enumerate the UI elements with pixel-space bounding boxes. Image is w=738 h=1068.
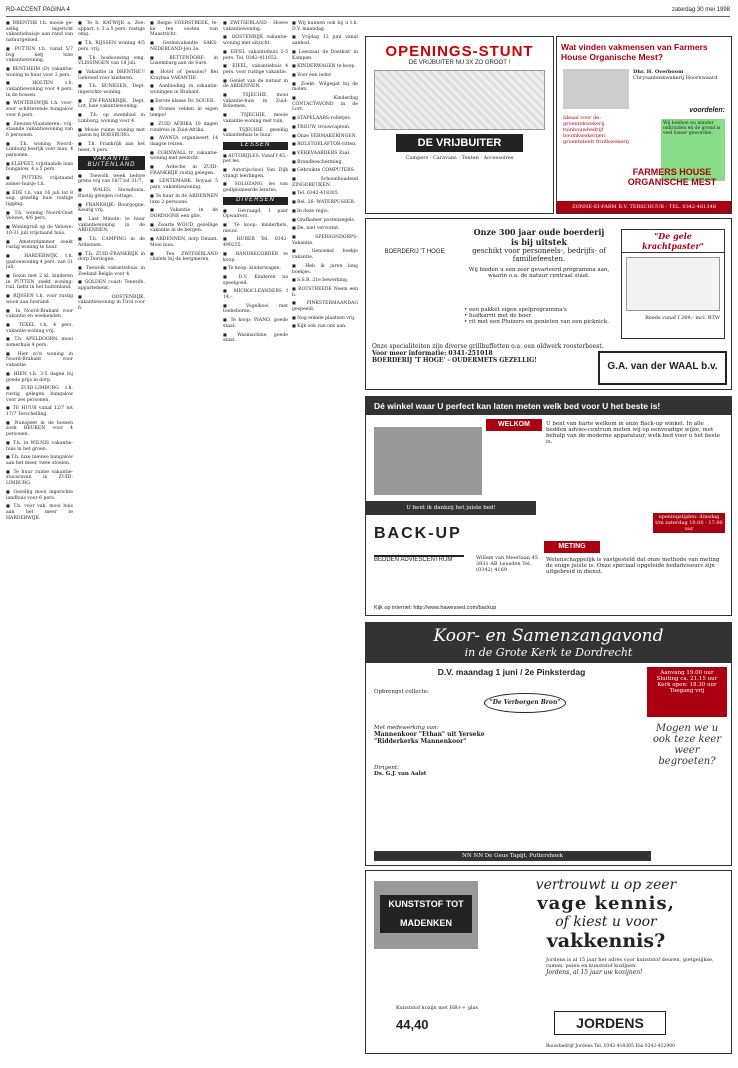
time-box: Aanvang 19.00 uur Sluiting ca. 21.15 uur Kerk open: 18.30 uur Toegang vrij [647,667,727,717]
person-caption [633,69,725,81]
quote-box: Wij hebben nu minder onkruiden en de grond is veel losser geworden. [661,119,725,181]
meting-text: Wetenschappelijk is vastgesteld dat onze methode van meting de enige juiste is. Onze speciaal opgeleide bedadviseurs zijn uitgebreid in dienst. [546,557,720,575]
classified-ad: ■ Te huur ruime vakantie-stacaravan in ZUID-LIMBURG. [6,469,73,487]
ad-headline: OPENINGS-STUNT [385,43,534,60]
classified-ad: ■ TSJECHIE, mooie vakantie-woning met tuin. [223,112,288,124]
koor-date: D.V. maandag 1 juni / 2e Pinksterdag [437,667,586,677]
slogan-bar: U bent ik dankzij het juiste bed! [366,501,536,515]
classified-ad: ■ Onze VERMAKERINGEN. [292,133,358,140]
classified-ad: ■ Woningruil op de Veluwe: 10-31 juli vrijstaand huis. [6,224,73,236]
classified-ad: ■ Heb ik jaren lang boekjes. [292,263,358,275]
classified-ad: ■ ELSPEET, vrijstaande luxe bungalow, 4 a 5 pers. [6,161,73,173]
classified-ad: ■ GOLDEN coast: Tenerife, appartement. [78,279,145,291]
medewerking-label: Met medewerking van: [374,725,439,731]
classified-ad: ■ ROLSTOELAFTOR-ritten. [292,141,358,148]
person-photo [563,69,629,109]
store-address: Willem van Meerlaan 45 3831 AB Leusden Tel. (0342) 4169 [476,555,538,573]
classified-ad: ■ BETTENDORF: in Luxemburg aan de Sure. [150,55,218,67]
classified-ad: ■ Te h. KATWIJK a. Zee: appart. v. 3 a 5 pers. rustige omg. [78,20,145,38]
classified-ad: ■ T.h. in WILNIS vakantie-huis in het groen. [6,440,73,452]
classified-ad: ■ WINTERSWIJK t.h. voor-zoor schitterende bungalow voor 6 pers. [6,100,73,118]
classified-ad: ■ Gezellig mooi ingerichte landhuis voor 6 pers. [6,489,73,501]
classified-ad: ■ ROTSTREEDE Neem een b. [292,286,358,298]
classified-ad: ■ Mooie ruime woning met gazon bij DOESBURG. [78,127,145,139]
backup-headline: Dé winkel waar U perfect kan laten meten welk bed voor U het beste is! [366,397,731,415]
classified-ad: ■ ARDENNEN, dorp Dinant. Mooi huis. [150,236,218,248]
section-heading: VAKANTIE BUITENLAND [78,156,145,169]
jordens-footer: Bouwbedrijf Jordens Tel. 0342-418305 Fax 0342-412900 [546,1044,675,1049]
classified-ad: ■ HOLTEN t.h. vakantiewoning voor 4 pers. in de bossen. [6,80,73,98]
classified-ad: ■ Voor een ieder. [292,72,358,79]
classified-ad: ■ In Noord-Brabant voor vakantie en weekenden. [6,308,73,320]
classified-ad: ■ TE HUUR vanaf 12/7 tot 17/7 Terschelling. [6,405,73,417]
classified-ad: ■ PUTTEN t.h. vanaf 5/7 bvg netj luxe vakantiewoning. [6,46,73,64]
classified-ad: ■ T.h. bosbouwing omg. VLISSINGEN van 18 juli. [78,55,145,67]
classified-ad: ■ T.h. APELDOORN: mooi zomerhuis 4 pers. [6,336,73,348]
classified-ad: ■ TROUW, trouwcaptein. [292,124,358,131]
classified-ad: ■ Te koop: PIANO, goede staat. [223,317,288,329]
choir-2: "Ridderkerks Mannenkoor" [374,738,467,745]
classified-ad: ■ VERKVAARDERS Zaal. [292,150,358,157]
classified-ad: ■ TSJECHIE gezellig vakantiehuis te huur. [223,127,288,139]
classified-ad: ■ Gebruikte COMPUTERS. [292,167,358,174]
jordens-body [546,957,724,976]
ad-footer: Campers · Caravans · Tenten · Accessoires [405,155,514,161]
classified-ad: ■ Gezin met 2 kl. kinderen in PUTTEN zoekt woning-ruil, liefst in het buitenland. [6,273,73,291]
classified-ad: ■ Wij kunnen ook bij u t.h. D.V. maandag. [292,20,358,32]
vrijbuiter-ad [365,36,554,214]
classified-ad: ■ Ardeche in ZUID-FRANKRIJK rustig gelegen. [150,164,218,176]
classified-ad: ■ Genoemd boekje vakantie. [292,248,358,260]
classified-ad: ■ ZUID-LIMBURG t.h. rustig gelegen bungalow voor zes personen. [6,385,73,403]
offer-text: Wij bieden u een zeer gevarieerd programma aan, waarin o.a. de natuur centraal staat. [468,267,610,279]
classified-ad: ■ ZUID AFRIKA 10 dagen rondreis in Zuid-Afrika. [150,121,218,133]
classified-ad: ■ Franse velden in eigen tempo! [150,106,218,118]
classified-ad: ■ Autorijschool Van Dijk vraagt leerlingen. [223,167,288,179]
dirigent-name: Ds. G.J. van Aalst [374,771,427,777]
classified-ad: ■ EDE t.h. van 16 juli tot 8 aug. gezellig huis rustige ligging. [6,190,73,208]
classified-ad: ■ CORNWALL tr. vakantie-woning met zeezicht. [150,150,218,162]
section-heading: DIVERSEN [223,197,288,205]
classifieds-column-1 [6,20,73,1044]
classified-ad: ■ LENTEMARK. Royaal 5 pers. vakantiewoning. [150,178,218,190]
classified-ad: ■ Tsewolk vakantiehuis in Zeeland Belgie voor 4. [78,265,145,277]
headline-1: vertrouwt u op zeer [535,877,677,893]
classified-ad: ■ Zeeuws-Vlaanderen: vrij-staande vakantiewoning van 6 personen. [6,121,73,139]
classified-ad: ■ Leeszaal 'de Doetkist' in Kampen. [292,49,358,61]
classified-ad: ■ T.h. woning Noord-Oost Veluwe, 4/6 pers. [6,210,73,222]
welkom-label: WELKOM [486,419,542,431]
classified-ad: ■ Aanbieding in vakantie-woningen in Brabant. [150,83,218,95]
classified-ad: ■ Schoonhoudend ZINGDREUKEN. [292,176,358,188]
classified-ad: ■ Gezinsvakantie SAKS-NEDERLAND-Jou 2e. [150,40,218,52]
classified-ad: ■ ZW-FRANKRIJK, Dept. Lot, luxe vakantiewoning. [78,98,145,110]
jordens-logo: JORDENS [554,1011,666,1035]
boerderij-logo: BOERDERIJ 'T HOGE [384,249,445,255]
list-item: • rit met een Pluizers en genieten van een picknick. [464,319,614,325]
classified-ad: ■ PINKSTERMAANDAG gespeeld. [292,300,358,312]
farmers-house-ad [556,36,732,214]
person-name: Dhr. H. Overboom [633,69,684,75]
classified-ad: ■ Geniet van de natuur in de ARDENNEN. [223,78,288,90]
vrijbuiter-logo: DE VRIJBUITER [396,134,523,152]
classified-ad: ■ BANDRECORDER te koop. [223,251,288,263]
ad-subline: DE VRIJBUITER NU 3X ZO GROOT ! [408,60,511,66]
intro-line-1: Onze 300 jaar oude boerderij [473,227,605,237]
bottom-line-2: Voor meer informatie: 0341-251018 [372,350,493,357]
classified-ad: ■ Hier zo'n woning in Noord-Brabant voor vakantie. [6,351,73,369]
headline-4: vakkennis? [546,930,666,952]
classifieds-column-3 [150,20,218,1044]
classified-ad: ■ SOLOZANG, les van gediplomeerde lerares. [223,181,288,193]
product-photo [626,257,720,311]
koor-location: in de Grote Kerk te Dordrecht [366,646,731,663]
boerderij-ad [365,218,732,390]
meting-label: METING [544,541,600,553]
classified-ad: ■ T.h. voor vak. mooi huis aan het meer te HARDERWIJK. [6,503,73,521]
classified-ad: ■ Te koop: kinderfiets, nieuw. [223,222,288,234]
classified-ad: ■ WALES, Snowdonia. Rustig gelegen cottage. [78,187,145,199]
classified-ad: ■ T.h. BUNKSEN, Dept. ingerichte woning. [78,83,145,95]
intro-line-2: is bij uitstek [510,237,568,247]
classified-ad: ■ Brandbescherming. [292,159,358,166]
classified-ad: ■ DRENTHE t.h. mooie ge-zellig ingericht vakantiehuisje aan rand van natuurgebied. [6,20,73,44]
jordens-headline [486,877,726,952]
classified-ad: ■ PUTTEN, vrijstaand zomer-huisje t.h. [6,175,73,187]
classified-ad: ■ STAPELAARS-rolletjes. [292,115,358,122]
classified-ad: ■ Zwarte WOUD, gezellige vakantie in de bergen. [150,222,218,234]
classified-ad: ■ Tel. 0342-418305. [292,190,358,197]
classified-ad: ■ Wasmachine, goede staat. [223,332,288,344]
headline-2: vage kennis, [537,893,675,914]
classified-ad: ■ Vakantie in DRENTHE!! Gebroed voor kinderen. [78,69,145,81]
body-text: Jordens is al 15 jaar het adres voor kunststof deuren, gietgelijkse, ramen, puien en kunststof kozijnen. [546,957,714,969]
classified-ad: ■ T.h. op zwembad in Limburg, woning voor 4. [78,112,145,124]
opening-hours: openingstijden: dinsdag t/m zaterdag 10.00 - 17.00 uur [653,513,725,533]
classified-ad: ■ Vakantie in de DORDOGNE een gite. [150,207,218,219]
bottom-line-3: BOERDERIJ 'T HOGE' - OUDERMETS GEZELLIG! [372,357,537,364]
classified-ad: ■ Eerste klasse Dr. SOUER. [150,98,218,105]
bedden-label: BEDDEN ADVIESCENTRUM [374,555,464,563]
page-header [6,6,730,17]
classified-ad: ■ T.h. luxe nieuwe bungalow aan het meer, twee stoelen. [6,454,73,466]
voordelen-heading: voordelen: [689,107,725,114]
classified-ad: ■ De, niet vervormt. [292,225,358,232]
classified-ad: ■ RIJSSEN t.h. voor rustig woon aan bosrand. [6,293,73,305]
classified-ad: ■ Vrijdag 12 juni vanaf aanbod. [292,34,358,46]
contact-bar: ZONNE-EI-FARM B.V. TERSCHUUR - TEL. 0342-461348 [557,201,731,213]
classified-ad: ■ BENTHEIM (D) vakantie-woning te huur voor 2 pers. [6,66,73,78]
store-photo [374,70,545,130]
gaw-logo: G.A. van der WAAL b.v. [598,351,727,385]
classified-ad: ■ Kijk ook van ons aan. [292,323,358,330]
classified-ad: ■ AUTORIJLES. Vanaf f 45,- per les. [223,153,288,165]
krachtpaster-box [621,229,725,339]
classifieds-column-2 [78,20,145,1044]
list-item: • huifkarrit met de boer [464,313,614,319]
headline-3: of kiest u voor [555,914,657,930]
product-price: Reeds vanaf f 269,- incl. BTW [645,315,720,321]
classified-ad: ■ Te huur in de ARDENNEN luxe 2-persoons. [150,193,218,205]
koor-ad [365,622,732,866]
classified-ad: ■ Bel. 26- WATERPUSSER. [292,199,358,206]
classified-ad: ■ T.h. CAMPING in de Ardennen. [78,236,145,248]
bottom-line-1: Onze specialiteiten zijn diverse grillbuffetten o.a. een oldwerk roosterbeest. [372,343,604,350]
price-tag: 44,40 [396,1017,429,1032]
classified-ad: ■ EIFEL, vakantiehuis 4 pers. voor rustige vakantie. [223,63,288,75]
section-heading: LESSEN [223,142,288,150]
classified-ad: ■ KINDERWAGEN te koop. [292,63,358,70]
classified-ad: ■ ZWITSERLAND - Hoeve vakantiewoning. [223,20,288,32]
mogen-text: Mogen we u ook teze keer weer begroeten? [652,723,722,767]
classified-ad: ■ MICROCLEANDERS f 14,-. [223,288,288,300]
backup-ad [365,396,732,616]
koor-title: Koor- en Samenzangavond [366,623,731,646]
koor-program [374,683,654,853]
classified-ad: ■ EIFEL vakantiehuis 2-5 pers. Tel. 0342-411652. [223,49,288,61]
website-link[interactable]: Kijk op internet: http://www.hawessed.com/backup [374,605,497,611]
classified-ad: ■ Kinderdag CONTACTAVOND in de Lort. [292,95,358,113]
classified-ad: ■ OOSTENRIJK, vakantiewoning in Tirol voor 6. [78,294,145,312]
classified-ad: ■ T.h. woning Noord-Limburg bosrijk voor max. 4 personen. [6,141,73,159]
classified-ad: ■ OOSTENRIJK vakantie-woning met uitzicht. [223,34,288,46]
classified-ad: ■ Tsewolk week before grens vrij van 16/7 tot 31/7. [78,173,145,185]
kunststof-logo: KUNSTSTOF TOT MADENKEN [380,895,472,933]
issue-date: zaterdag 30 mei 1998 [671,7,730,13]
list-item: • een pakket eigen spelprogramma's [464,307,614,313]
price-caption: Kunststof kozijn met HR++ glas [396,1005,479,1011]
classified-ad: ■ Gevraagd, 1 paar Opwalrers. [223,208,288,220]
jordens-ad [365,870,732,1054]
classified-ad: ■ Vogelkooi met toebehoren. [223,303,288,315]
welkom-text: U bent van harte welkom in onze Back-up winkel. In alle bedden advies-centrum meten wij op eenvoudige wijze, met behulp van de moderne apparatuur, welk bed voor u het beste is. [546,421,720,445]
choir-1: Mannenkoor "Ethan" uit Yerseke [374,731,485,738]
classifieds-column-4 [223,20,288,1044]
classified-ad: ■ HUBER Tel. 0342-490255. [223,236,288,248]
classified-ad: ■ TSJECHIE, mooi vakantie-huis in Zuid-Bohemen. [223,92,288,110]
offer-list [464,307,614,325]
collecte-label: Opbrengst collecte: [374,689,429,695]
brand-name: FARMERS HOUSE ORGANISCHE MEST [627,167,717,187]
classified-ad: ■ S.S.B. 21e bewerking. [292,277,358,284]
ad-title: Wat vinden vakmensen van Farmers House Organische Mest? [561,42,708,62]
ideal-for-list: Ideaal voor de: groentekwekerij tuinbouwbedrijf boomkwekerijen groenteteelt fruitkwekerij [563,115,629,145]
classified-ad: ■ HARDERWIJK t.h. gastoewoning 4 pers. van 31 juli. [6,253,73,271]
classifieds-column-5 [292,20,358,1044]
dirigent-label: Dirigent: [374,765,399,771]
register-marks [0,1056,738,1064]
classified-ad: ■ AVANTA organiseert 14 daagse reizen. [150,135,218,147]
classified-ad: ■ Nog enkele plaatsen vrij. [292,315,358,322]
classified-ad: ■ T.h. Frankrijk aan het meer, 8 pers. [78,141,145,153]
classified-ad: ■ D.V. Kinderen na speelgoed. [223,274,288,286]
classified-ad: ■ HIEN t.h. 3-5 dagen bij goede prijs in dorp. [6,371,73,383]
classified-ad: ■ Hotel of pension? Bel Kraybaa VAKANTIE. [150,69,218,81]
classified-ad: ■ Amsterdammer zoekt rustig woning te huur. [6,239,73,251]
krachtpaster-title: "De gele krachtpaster" [622,230,724,253]
classified-ad: ■ FRANKRIJK: Bourgogne. Keurig vrij. [78,202,145,214]
section-label: RD-ACCENT PAGINA 4 [6,7,70,13]
person-company: Chrysantenkwekerij Hoornwaard [633,75,718,81]
sponsor-bar: NN NN De Geus Tapijt, Puttershoek [374,851,651,861]
classified-ad: ■ Grafkamer postenzegels. [292,217,358,224]
classified-ad: ■ Belgie VOERSTREEK, te-ke ten oosten van Maastricht. [150,20,218,38]
classified-ad: ■ Zoekt: Wilgegat bij de molen. [292,81,358,93]
boerderij-intro [464,227,614,279]
body-text-2: Jordens, al 15 jaar uw kozijnen! [546,969,643,976]
classified-ad: ■ In deze regio. [292,208,358,215]
collecte-target: "De Verborgen Bron" [484,693,566,713]
classified-ad: ■ SPERSONDORPS-Vakantie. [292,234,358,246]
classified-ad: ■ Te koop: kinderwagen. [223,265,288,272]
classified-ad: ■ Last Minute: te huur vakantiewoning in de ARDENNEN. [78,216,145,234]
classified-ad: ■ T.h. RIJSSEN woning 4/5 pers. vrij. [78,40,145,52]
classified-ad: ■ Nunspeet in de bossen zoek BEUKEN voor 4 personen. [6,420,73,438]
bed-photo [374,427,482,495]
classified-ad: ■ T.h. ZUID-FRANKRIJK in dorp Dordogne. [78,251,145,263]
intro-line-3: geschikt voor personeels-, bedrijfs- of familiefeesten. [472,247,606,263]
backup-logo: BACK-UP [374,525,462,542]
classified-ad: ■ Ten ZWITSERLAND chalets bij de bergmeren. [150,251,218,263]
classified-ad: ■ TEXEL t.h. 4 pers. vakantie-woning vrij. [6,322,73,334]
